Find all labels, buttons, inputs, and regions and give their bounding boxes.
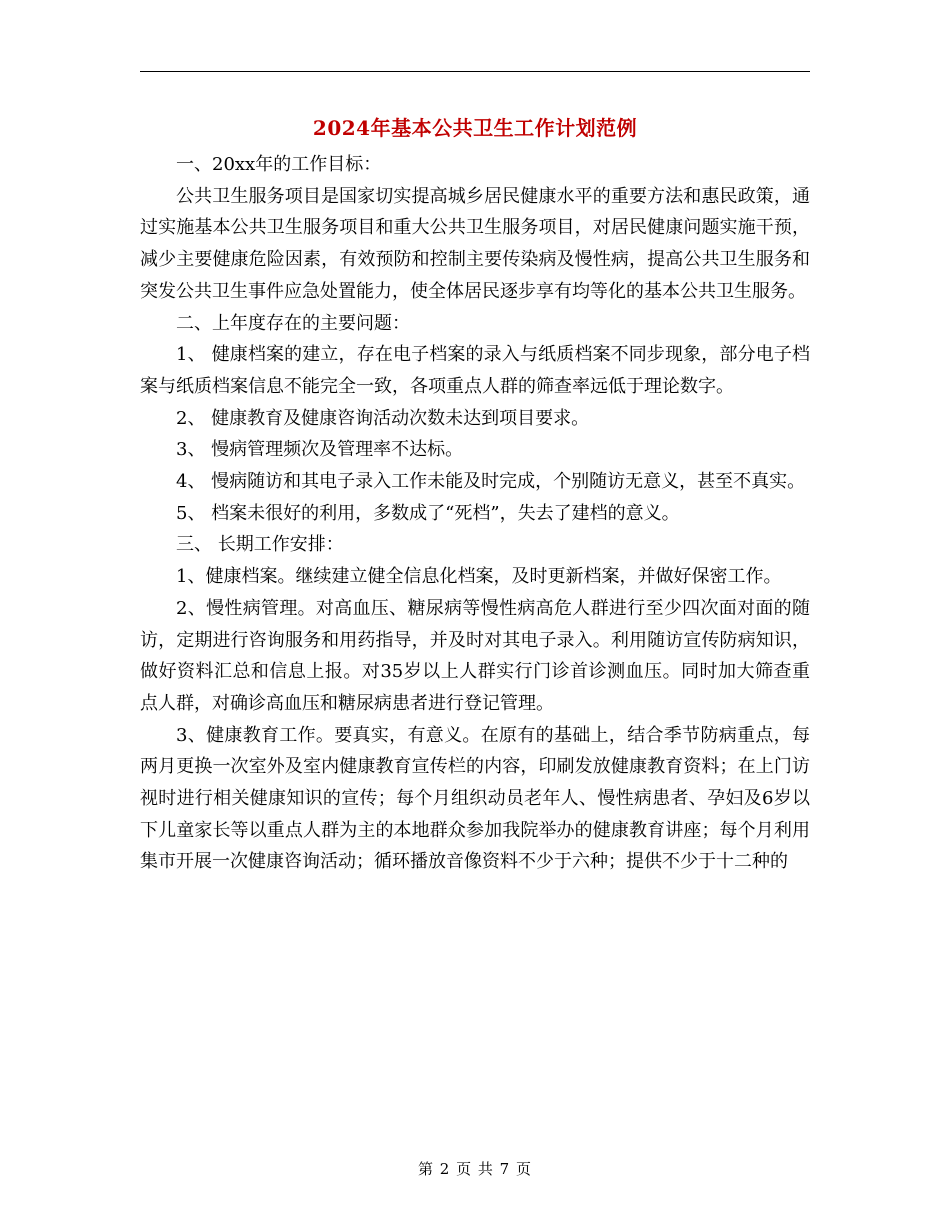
document-body [140,149,810,878]
paragraph: 4、 慢病随访和其电子录入工作未能及时完成，个别随访无意义，甚至不真实。 [176,471,806,493]
document-title: 2024年基本公共卫生工作计划范例 [312,116,638,140]
paragraph: 5、 档案未很好的利用，多数成了“死档”，失去了建档的意义。 [176,502,680,524]
paragraph: 1、 健康档案的建立，存在电子档案的录入与纸质档案不同步现象，部分电子档案与纸质档案信息不能完全一致，各项重点人群的筛查率远低于理论数字。 [140,344,810,397]
paragraph-heading-2: 二、上年度存在的主要问题： [176,312,410,334]
page-number-footer: 第 2 页 共 7 页 [418,1160,532,1178]
paragraph: 1、健康档案。继续建立健全信息化档案，及时更新档案，并做好保密工作。 [176,566,782,588]
paragraph-heading-1: 一、20xx年的工作目标： [176,154,382,175]
paragraph: 2、慢性病管理。对高血压、糖尿病等慢性病高危人群进行至少四次面对面的随访，定期进行咨询服务和用药指导，并及时对其电子录入。利用随访宣传防病知识，做好资料汇总和信息上报。对35岁以上人群实行门诊首诊测血压。同时加大筛查重点人群，对确诊高血压和糖尿病患者进行登记管理。 [140,597,810,714]
paragraph-heading-3: 三、 长期工作安排： [176,534,344,556]
paragraph: 公共卫生服务项目是国家切实提高城乡居民健康水平的重要方法和惠民政策，通过实施基本公共卫生服务项目和重大公共卫生服务项目，对居民健康问题实施干预，减少主要健康危险因素，有效预防和控制主要传染病及慢性病，提高公共卫生服务和突发公共卫生事件应急处置能力，使全体居民逐步享有均等化的基本公共卫生服务。 [140,185,810,302]
paragraph: 3、 慢病管理频次及管理率不达标。 [176,439,464,461]
paragraph: 2、 健康教育及健康咨询活动次数未达到项目要求。 [176,407,590,429]
paragraph: 3、健康教育工作。要真实，有意义。在原有的基础上，结合季节防病重点，每两月更换一次室外及室内健康教育宣传栏的内容，印刷发放健康教育资料；在上门访视时进行相关健康知识的宣传；每个月组织动员老年人、慢性病患者、孕妇及6岁以下儿童家长等以重点人群为主的本地群众参加我院举办的健康教育讲座；每个月利用集市开展一次健康咨询活动；循环播放音像资料不少于六种；提供不少于十二种的 [140,724,810,873]
header-rule [140,71,810,72]
